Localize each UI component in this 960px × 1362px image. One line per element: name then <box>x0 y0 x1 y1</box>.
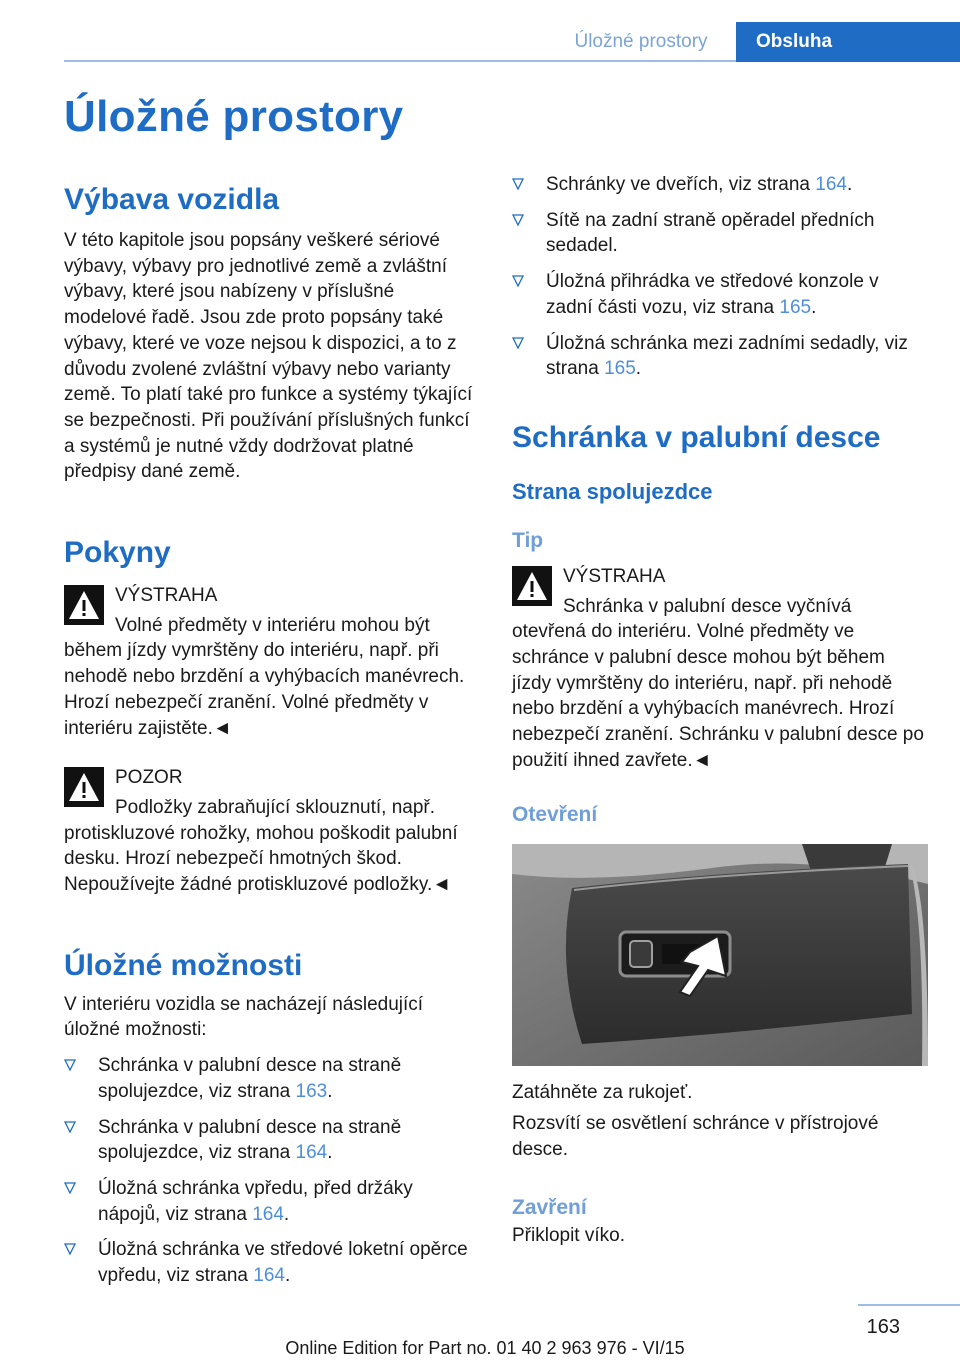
page-number: 163 <box>866 1316 900 1338</box>
glovebox-heading: Schránka v palubní desce <box>512 420 881 454</box>
opening-light-note: Rozsvítí se osvětlení schránce v přístrojové desce. <box>512 1113 879 1160</box>
right-column <box>512 172 926 1248</box>
storage-options-heading: Úložné možnosti <box>64 948 303 982</box>
passenger-side-heading: Strana spolujezdce <box>512 478 713 504</box>
warning-box-loose-objects <box>64 583 478 741</box>
list-item-end: . <box>635 358 642 380</box>
list-item-text: Úložná přihrádka ve středové konzole v zadní části vozu, viz strana <box>546 271 879 318</box>
storage-options-intro: V interiéru vozidla se nacházejí následující úložné možnosti: <box>64 993 424 1041</box>
closing-instruction: Přiklopit víko. <box>512 1224 625 1246</box>
list-item-text: Schránky ve dveřích, viz strana <box>546 174 816 195</box>
caution-text: protiskluzové rohožky, mohou poškodit palubní desku. Hrozí nebezpečí hmotných škod. Nepoužívejte žádné protiskluzové podložky.◄ <box>64 822 458 896</box>
caution-label: POZOR <box>115 767 183 789</box>
glovebox-photo <box>512 844 928 1066</box>
list-item-end: . <box>283 1203 290 1225</box>
opening-instruction: Zatáhněte za rukojeť. <box>512 1081 693 1103</box>
storage-options-list-continued <box>512 172 926 382</box>
header-chapter-tab[interactable]: Obsluha <box>736 22 960 62</box>
warning-text: během jízdy vymrštěny do interiéru, např. při nehodě nebo brzdění a vyhýbacích manévrech. Hrozí nebezpečí zranění. Volné předměty v interiéru zajistěte.◄ <box>64 640 465 739</box>
page-ref-link[interactable]: 165 <box>779 296 812 318</box>
list-item <box>512 172 926 198</box>
page-ref-link[interactable]: 164 <box>815 174 847 195</box>
page-ref-link[interactable]: 164 <box>295 1142 328 1164</box>
list-item-text: Schránka v palubní desce na straně spolujezdce, viz strana <box>98 1116 402 1164</box>
list-item <box>64 1115 478 1166</box>
page-title: Úložné prostory <box>64 92 404 141</box>
storage-options-list <box>64 1053 478 1289</box>
caution-box-antislip <box>64 765 478 898</box>
warning-text: otevřená do interiéru. Volné předměty ve schránce v palubní desce mohou být během jízdy vymrštěny do interiéru, např. při nehodě nebo brzdění a vyhýbacích manévrech. Hrozí nebezpečí zranění. Schránku v palubní desce po použití ihned zavřete.◄ <box>512 621 924 771</box>
page-ref-link[interactable]: 164 <box>253 1265 285 1287</box>
triangle-bullet-icon <box>64 1182 76 1194</box>
list-item <box>64 1237 478 1288</box>
list-item-text: Úložná schránka ve středové loketní opěrce vpředu, viz strana <box>98 1239 468 1287</box>
notes-heading: Pokyny <box>64 536 171 570</box>
list-item-end: . <box>327 1142 333 1164</box>
triangle-bullet-icon <box>512 178 524 190</box>
triangle-bullet-icon <box>512 337 524 349</box>
triangle-bullet-icon <box>512 214 524 226</box>
left-column <box>64 180 478 1299</box>
triangle-bullet-icon <box>64 1121 76 1133</box>
warning-label: VÝSTRAHA <box>115 585 218 607</box>
warning-icon <box>64 767 104 807</box>
list-item-text: Úložná schránka mezi zadními sedadly, viz strana <box>546 332 908 380</box>
list-item-text: Úložná schránka vpředu, před držáky nápojů, viz strana <box>98 1177 413 1225</box>
triangle-bullet-icon <box>64 1059 76 1071</box>
closing-heading: Zavření <box>512 1195 587 1219</box>
page-ref-link[interactable]: 165 <box>604 358 636 380</box>
list-item-text: Sítě na zadní straně opěradel předních sedadel. <box>546 209 875 257</box>
equipment-text: V této kapitole jsou popsány veškeré sériové výbavy, výbavy pro jednotlivé země a zvláštní výbavy, které jsou nabízeny v příslušné modelové řadě. Jsou zde proto popsány také výbavy, které ve voze nejsou k dispozici, a to z důvodu zvolené zvláštní výbavy nebo varianty země. To platí také pro funkce a systémy týkající se bezpečnosti. Při používání příslušných funkcí a systémů je nutné vždy dodržovat platné předpisy dané země. <box>64 230 473 483</box>
header-section-tab[interactable]: Úložné prostory <box>574 31 708 52</box>
list-item-end: . <box>284 1265 291 1287</box>
warning-box-glovebox <box>512 564 926 774</box>
list-item <box>512 269 926 320</box>
triangle-bullet-icon <box>64 1243 76 1255</box>
equipment-heading: Výbava vozidla <box>64 183 280 216</box>
caution-first-line: Podložky zabraňující sklouznutí, např. <box>115 796 436 818</box>
tip-heading: Tip <box>512 528 544 552</box>
list-item <box>512 208 926 259</box>
list-item-end: . <box>846 174 853 195</box>
list-item <box>64 1053 478 1104</box>
opening-heading: Otevření <box>512 802 598 826</box>
triangle-bullet-icon <box>512 275 524 287</box>
warning-first-line: Schránka v palubní desce vyčnívá <box>563 595 852 617</box>
edition-footer: Online Edition for Part no. 01 40 2 963 976 - VI/15 <box>285 1338 685 1358</box>
warning-icon <box>512 566 552 606</box>
list-item <box>512 331 926 382</box>
warning-label: VÝSTRAHA <box>563 565 666 587</box>
page-ref-link[interactable]: 163 <box>295 1080 328 1102</box>
warning-first-line: Volné předměty v interiéru mohou být <box>115 614 430 636</box>
page-ref-link[interactable]: 164 <box>252 1203 284 1225</box>
list-item-end: . <box>327 1080 333 1102</box>
footer-rule <box>858 1304 960 1306</box>
list-item-text: Schránka v palubní desce na straně spolujezdce, viz strana <box>98 1055 402 1102</box>
warning-icon <box>64 585 104 625</box>
list-item-end: . <box>811 296 817 318</box>
list-item <box>64 1176 478 1227</box>
